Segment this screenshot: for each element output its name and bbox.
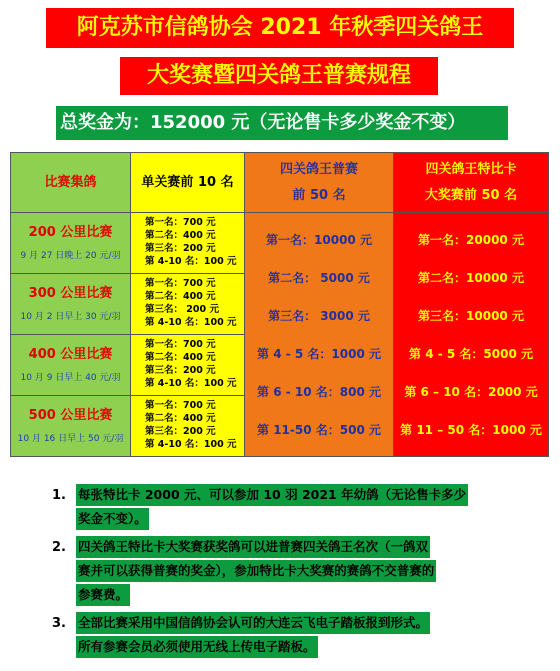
note-item [52, 612, 522, 660]
header-special-line2: 大奖赛前 50 名 [424, 187, 518, 203]
prize-line: 第一名：700 元 [145, 217, 216, 228]
prize-table [10, 152, 549, 457]
race-date: 10 月 16 日早上 50 元/羽 [17, 434, 124, 444]
note-line: 奖金不变）。 [76, 508, 149, 530]
stage-prizes-500km [130, 395, 245, 457]
race-cell-300km [10, 273, 131, 335]
title-line-1: 阿克苏市信鸽协会 2021 年秋季四关鸽王 [46, 8, 514, 48]
prize-line: 第一名：700 元 [145, 400, 216, 411]
prize-line: 第 4-10 名：100 元 [145, 256, 237, 267]
race-date: 10 月 2 日早上 30 元/羽 [20, 312, 121, 322]
special-prize-line: 第三名：10000 元 [418, 309, 524, 324]
general-prize-line: 第三名： 3000 元 [268, 309, 370, 324]
note-line: 赛并可以获得普赛的奖金），参加特比卡大奖赛的赛鸽不交普赛的 [76, 560, 436, 582]
special-prize-line: 第 4 - 5 名：5000 元 [409, 346, 533, 361]
race-date: 10 月 9 日早上 40 元/羽 [20, 373, 121, 383]
rules-notes [52, 484, 522, 664]
general-prize-line: 第二名： 5000 元 [268, 271, 370, 286]
prize-line: 第三名： 200 元 [145, 304, 219, 315]
general-prize-line: 第 4 - 5 名：1000 元 [257, 346, 381, 361]
prize-line: 第二名：400 元 [145, 352, 216, 363]
stage-prizes-300km [130, 273, 245, 335]
prize-line: 第二名：400 元 [145, 413, 216, 424]
prize-line: 第 4-10 名：100 元 [145, 317, 237, 328]
header-general-race [244, 152, 394, 213]
prize-line: 第一名：700 元 [145, 278, 216, 289]
special-prize-line: 第一名：20000 元 [418, 233, 524, 248]
general-prize-line: 第 11-50 名：500 元 [257, 422, 381, 437]
header-special-race [393, 152, 549, 213]
note-line: 每张特比卡 2000 元、可以参加 10 羽 2021 年幼鸽（无论售卡多少 [76, 484, 468, 506]
special-prize-line: 第 6 – 10 名：2000 元 [404, 384, 538, 399]
race-name: 200 公里比赛 [28, 225, 113, 240]
prize-line: 第 4-10 名：100 元 [145, 378, 237, 389]
note-line: 全部比赛采用中国信鸽协会认可的大连云飞电子踏板报到形式。 [76, 612, 430, 634]
prize-line: 第三名：200 元 [145, 365, 216, 376]
special-prize-line: 第 11 – 50 名：1000 元 [400, 422, 542, 437]
race-date: 9 月 27 日晚上 20 元/羽 [20, 251, 121, 261]
prize-line: 第三名：200 元 [145, 426, 216, 437]
title-line-2: 大奖赛暨四关鸽王普赛规程 [120, 57, 438, 95]
special-prize-line: 第二名：10000 元 [418, 271, 524, 286]
prize-line: 第一名：700 元 [145, 339, 216, 350]
race-cell-200km [10, 212, 131, 274]
general-prize-line: 第一名：10000 元 [266, 233, 372, 248]
header-general-line2: 前 50 名 [292, 187, 346, 203]
stage-prizes-400km [130, 334, 245, 396]
note-number: 3. [52, 616, 66, 631]
stage-prizes-200km [130, 212, 245, 274]
header-race-collection: 比赛集鸽 [10, 152, 131, 213]
prize-line: 第三名：200 元 [145, 243, 216, 254]
general-race-prizes [244, 212, 394, 457]
note-item [52, 484, 522, 532]
race-cell-500km [10, 395, 131, 457]
note-number: 1. [52, 488, 66, 503]
note-line: 所有参赛会员必须使用无线上传电子踏板。 [76, 636, 318, 658]
prize-line: 第二名：400 元 [145, 230, 216, 241]
special-race-prizes [393, 212, 549, 457]
race-cell-400km [10, 334, 131, 396]
note-line: 参赛费。 [76, 584, 130, 606]
header-general-line1: 四关鸽王普赛 [279, 161, 358, 177]
note-line: 四关鸽王特比卡大奖赛获奖鸽可以进普赛四关鸽王名次（一鸽双 [76, 536, 430, 558]
race-name: 300 公里比赛 [28, 286, 113, 301]
note-number: 2. [52, 540, 66, 555]
race-name: 500 公里比赛 [28, 408, 113, 423]
general-prize-line: 第 6 - 10 名：800 元 [257, 384, 381, 399]
race-name: 400 公里比赛 [28, 347, 113, 362]
header-special-line1: 四关鸽王特比卡 [425, 161, 517, 177]
prize-line: 第二名：400 元 [145, 291, 216, 302]
header-single-stage: 单关赛前 10 名 [130, 152, 245, 213]
total-prize-banner: 总奖金为：152000 元（无论售卡多少奖金不变） [56, 106, 508, 140]
note-item [52, 536, 522, 608]
prize-line: 第 4-10 名：100 元 [145, 439, 237, 450]
